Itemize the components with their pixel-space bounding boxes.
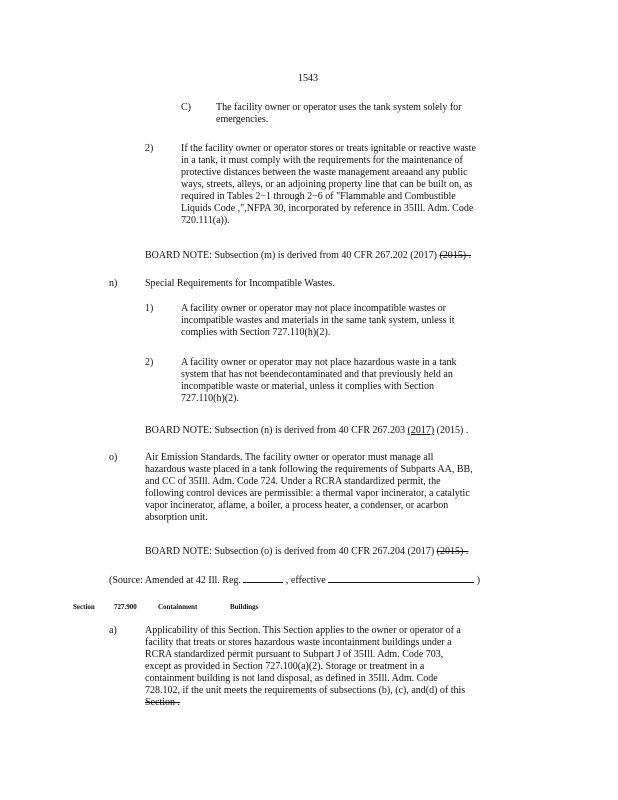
item-a-text: Applicability of this Section. This Section applies to the owner or operator of a facility that treats or stores hazardous waste incontainment buildings under a RCRA standardized permit pursuant to Subpart J of 35Ill. Adm. Code 703, except as provided in Section 727.100(a)(2). Storage or treatment in a containment building is not land disposal, as defined in 35Ill. Adm. Code 728.102, if the unit meets the requirements of subsections (b), (c), and(d) of this Section .	[145, 625, 466, 708]
item-2-text: If the facility owner or operator stores or treats ignitable or reactive waste in a tank, it must comply with the requirements for the maintenance of protective distances between the waste management areaand any public ways, streets, alleys, or an adjoining property line that can be built on, as required in Tables 2−1 through 2−6 of "Flammable and Combustible Liquids Code ,",NFPA 30, incorporated by reference in 35Ill. Adm. Code 720.111(a)).	[181, 143, 476, 226]
section-title-word-2: Buildings	[230, 603, 259, 611]
board-note-n: BOARD NOTE: Subsection (n) is derived from 40 CFR 267.203 (2017) (2015) .	[145, 425, 469, 436]
item-n-heading: Special Requirements for Incompatible Wastes.	[145, 278, 335, 289]
section-number: 727.900	[114, 603, 137, 611]
item-label-n: n)	[109, 278, 118, 289]
board-note-o: BOARD NOTE: Subsection (o) is derived from 40 CFR 267.204 (2017) (2015) .	[145, 546, 469, 557]
item-n1-text: A facility owner or operator may not place incompatible wastes or incompatible wastes and materials in the same tank system, unless it complies with Section 727.110(h)(2).	[181, 303, 455, 338]
source-line: (Source: Amended at 42 Ill. Reg. , effective )	[109, 575, 481, 586]
item-label-n2: 2)	[145, 357, 154, 368]
item-label-C: C)	[181, 102, 191, 113]
item-label-2: 2)	[145, 143, 154, 154]
source-blank-effective	[328, 573, 474, 583]
page-number: 1543	[298, 73, 318, 84]
item-n2-text: A facility owner or operator may not place hazardous waste in a tank system that has not beendecontaminated and that previously held an incompatible waste or material, unless it complies with Section 727.110(h)(2).	[181, 357, 457, 404]
section-title-word-1: Containment	[158, 603, 198, 611]
section-label: Section	[73, 603, 95, 611]
item-o-text: Air Emission Standards. The facility owner or operator must manage all hazardous waste placed in a tank following the requirements of Subparts AA, BB, and CC of 35Ill. Adm. Code 724. Under a RCRA standardized permit, the following control devices are permissible: a thermal vapor incinerator, a catalytic vapor incinerator, aflame, a boiler, a process heater, a condenser, or acarbon absorption unit.	[145, 452, 473, 523]
item-label-n1: 1)	[145, 303, 154, 314]
source-blank-reg	[243, 573, 283, 583]
item-label-a: a)	[109, 625, 117, 636]
board-note-m: BOARD NOTE: Subsection (m) is derived from 40 CFR 267.202 (2017) (2015) .	[145, 250, 472, 261]
item-C-text: The facility owner or operator uses the tank system solely for emergencies.	[216, 102, 462, 125]
item-label-o: o)	[109, 452, 118, 463]
